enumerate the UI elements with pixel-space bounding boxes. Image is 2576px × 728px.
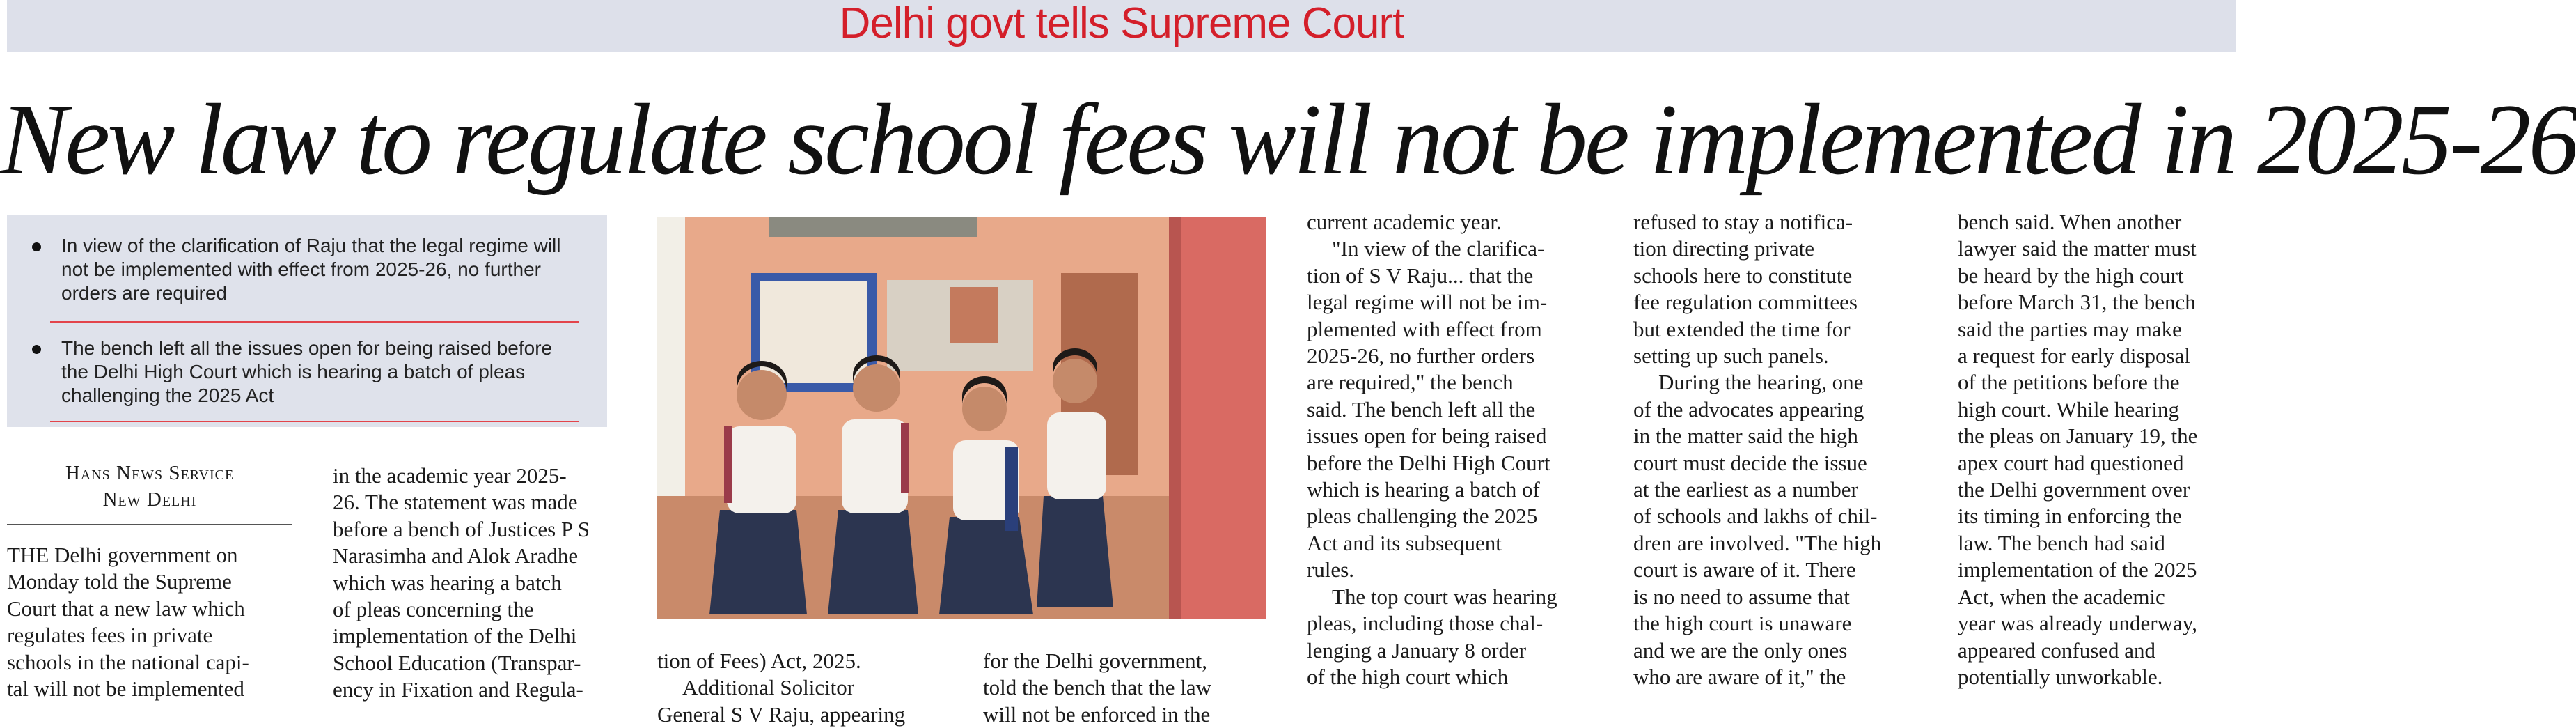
- line: the high court is unaware: [1633, 611, 1852, 636]
- line: During the hearing, one: [1658, 370, 1864, 395]
- column-6: [1633, 209, 1940, 690]
- line: of schools and lakhs of chil-: [1633, 504, 1878, 529]
- highlights-box: [7, 215, 607, 427]
- line: apex court had questioned: [1958, 450, 2184, 475]
- line: plemented with effect from: [1307, 316, 1542, 341]
- line: The top court was hearing: [1332, 584, 1557, 609]
- line: the Delhi government over: [1958, 477, 2190, 502]
- kicker-bar: [7, 0, 2236, 52]
- highlight-divider: [50, 321, 579, 323]
- line: fee regulation committees: [1633, 290, 1858, 315]
- line: tal will not be implemented: [7, 676, 244, 702]
- line: and we are the only ones: [1633, 637, 1848, 663]
- line: is no need to assume that: [1633, 584, 1850, 609]
- line: issues open for being raised: [1307, 424, 1547, 449]
- line: court is aware of it. There: [1633, 557, 1856, 582]
- line: high court. While hearing: [1958, 396, 2179, 421]
- line: Act and its subsequent: [1307, 530, 1502, 555]
- highlight-text: The bench left all the issues open for being raised before the Delhi High Court which is hearing a batch of pleas challenging the 2025 Act: [61, 337, 553, 406]
- line: refused to stay a notifica-: [1633, 210, 1853, 234]
- column-7: [1958, 209, 2236, 690]
- line: which was hearing a batch: [333, 570, 562, 595]
- line: its timing in enforcing the: [1958, 504, 2183, 529]
- line: of pleas concerning the: [333, 597, 534, 622]
- line: which is hearing a batch of: [1307, 477, 1540, 502]
- line: said. The bench left all the: [1307, 396, 1536, 421]
- column-5: [1307, 209, 1613, 690]
- line: Narasimha and Alok Aradhe: [333, 543, 579, 568]
- line: Court that a new law which: [7, 596, 245, 621]
- line: pleas challenging the 2025: [1307, 504, 1538, 529]
- line: ency in Fixation and Regula-: [333, 677, 583, 702]
- byline: [7, 460, 292, 513]
- line: School Education (Transpar-: [333, 650, 581, 675]
- line: of the advocates appearing: [1633, 396, 1864, 421]
- column-3: [657, 648, 964, 728]
- line: in the matter said the high: [1633, 424, 1858, 449]
- line: a request for early disposal: [1958, 343, 2190, 369]
- line: legal regime will not be im-: [1307, 290, 1548, 315]
- line: implementation of the Delhi: [333, 624, 577, 649]
- line: potentially unworkable.: [1958, 664, 2163, 689]
- line: before a bench of Justices P S: [333, 516, 590, 541]
- highlight-divider: [50, 421, 579, 422]
- line: current academic year.: [1307, 210, 1502, 234]
- line: Act, when the academic: [1958, 584, 2165, 609]
- bullet-icon: [32, 242, 41, 251]
- kicker: Delhi govt tells Supreme Court: [839, 0, 1404, 47]
- line: schools here to constitute: [1633, 263, 1853, 288]
- line: who are aware of it," the: [1633, 664, 1846, 689]
- headline: New law to regulate school fees will not be implemented in 2025-26: [0, 83, 2576, 196]
- line: THE Delhi government on: [7, 543, 238, 567]
- line: "In view of the clarifica-: [1332, 236, 1545, 261]
- line: 2025-26, no further orders: [1307, 343, 1535, 369]
- line: in the academic year 2025-: [333, 463, 567, 488]
- line: tion directing private: [1633, 236, 1814, 261]
- line: bench said. When another: [1958, 210, 2182, 234]
- line: General S V Raju, appearing: [657, 702, 906, 727]
- line: law. The bench had said: [1958, 530, 2165, 555]
- column-1: [7, 542, 294, 702]
- photo-illustration: [657, 217, 1266, 619]
- line: lenging a January 8 order: [1307, 637, 1527, 663]
- highlight-item: [32, 336, 582, 408]
- line: dren are involved. "The high: [1633, 530, 1882, 555]
- line: for the Delhi government,: [983, 649, 1207, 673]
- line: rules.: [1307, 557, 1355, 582]
- line: 26. The statement was made: [333, 490, 578, 515]
- line: year was already underway,: [1958, 611, 2197, 636]
- line: implementation of the 2025: [1958, 557, 2197, 582]
- byline-agency: Hans News Service: [65, 462, 235, 484]
- line: Monday told the Supreme: [7, 569, 232, 594]
- line: but extended the time for: [1633, 316, 1851, 341]
- line: told the bench that the law: [983, 675, 1211, 700]
- byline-divider: [7, 524, 292, 525]
- line: regulates fees in private: [7, 623, 213, 648]
- line: pleas, including those chal-: [1307, 611, 1544, 636]
- line: tion of Fees) Act, 2025.: [657, 649, 861, 673]
- column-2: [333, 463, 639, 704]
- line: lawyer said the matter must: [1958, 236, 2197, 261]
- line: tion of S V Raju... that the: [1307, 263, 1534, 288]
- highlight-item: [32, 234, 582, 305]
- line: the pleas on January 19, the: [1958, 424, 2198, 449]
- line: schools in the national capi-: [7, 649, 249, 674]
- line: court must decide the issue: [1633, 450, 1867, 475]
- line: will not be enforced in the: [983, 702, 1211, 727]
- highlight-text: In view of the clarification of Raju that the legal regime will not be implemented with effect from 2025-26, no further orders are required: [61, 235, 561, 304]
- line: setting up such panels.: [1633, 343, 1829, 369]
- line: are required," the bench: [1307, 370, 1514, 395]
- column-4: [983, 648, 1275, 728]
- line: of the high court which: [1307, 664, 1509, 689]
- line: appeared confused and: [1958, 637, 2156, 663]
- line: be heard by the high court: [1958, 263, 2184, 288]
- line: said the parties may make: [1958, 316, 2182, 341]
- line: of the petitions before the: [1958, 370, 2180, 395]
- line: at the earliest as a number: [1633, 477, 1858, 502]
- line: before the Delhi High Court: [1307, 450, 1550, 475]
- line: before March 31, the bench: [1958, 290, 2196, 315]
- byline-place: New Delhi: [102, 488, 197, 511]
- bullet-icon: [32, 345, 41, 354]
- line: Additional Solicitor: [682, 675, 855, 700]
- article-photo: [657, 217, 1266, 619]
